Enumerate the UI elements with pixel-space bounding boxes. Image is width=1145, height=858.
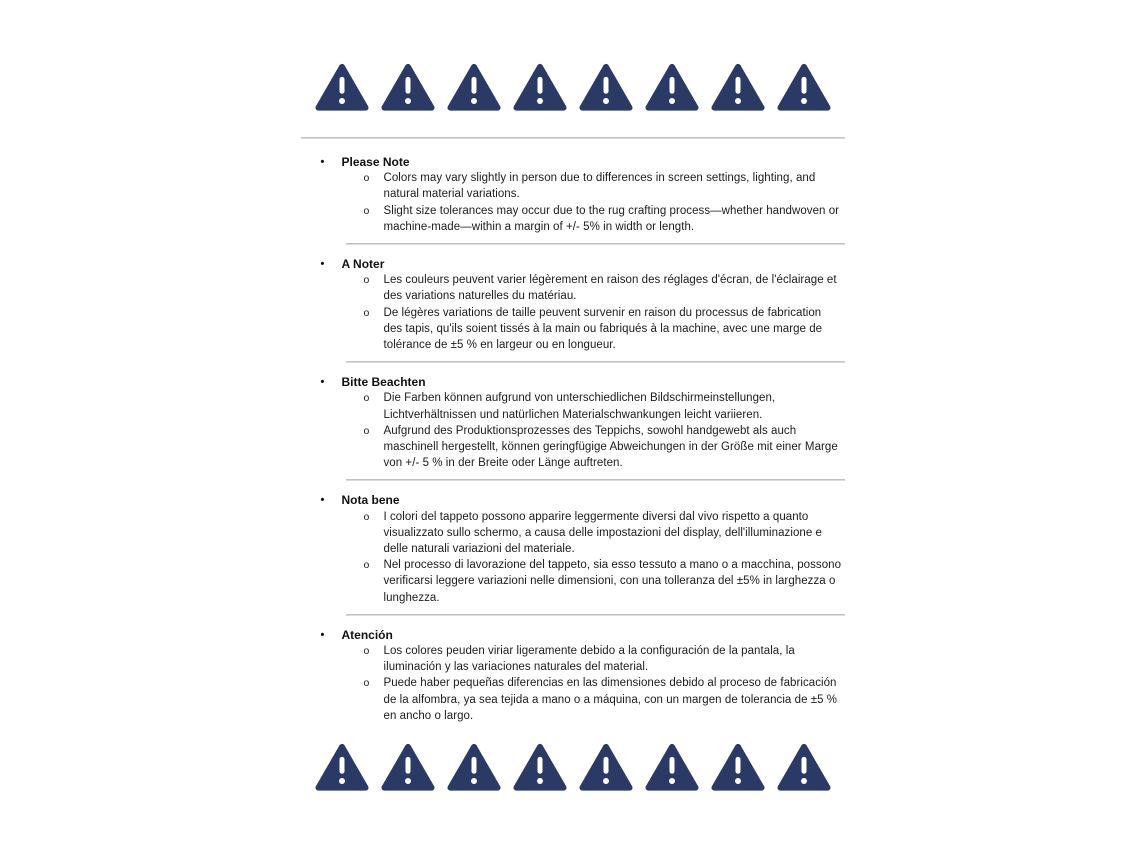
section-heading-row [301,627,845,643]
section-heading-row [301,374,845,390]
bullet-circle-marker: o [363,306,370,319]
warning-triangle-icon [447,62,501,112]
warning-triangle-icon [579,742,633,792]
list-item [301,509,845,558]
warning-triangle-icon [315,742,369,792]
section-heading-row [301,492,845,508]
list-item [301,643,845,675]
list-item [301,423,845,472]
list-item-text: Colors may vary slightly in person due to differences in screen settings, lighting, and natural material variations. [383,172,816,201]
section-a-noter [301,256,845,353]
list-item-text: Nel processo di lavorazione del tappeto, sia esso tessuto a mano o a macchina, possono verificarsi leggere variazioni nelle dimensioni, con una tolleranza del ±5% in larghezza o lunghezza. [383,559,842,604]
list-item [301,170,845,202]
warning-triangle-icon [777,742,831,792]
list-item-text: Aufgrund des Produktionsprozesses des Teppichs, sowohl handgewebt als auch maschinell hergestellt, können geringfügige Abweichungen in der Größe mit einer Marge von +/- 5 % in der Breite oder Länge auftreten. [383,424,838,470]
list-item [301,390,845,422]
warning-triangle-icon [711,742,765,792]
section-heading-row [301,154,845,170]
section-please-note [301,154,845,235]
section-nota-bene [301,492,845,605]
bullet-circle-marker: o [363,204,370,217]
list-item-text: Los colores peuden viriar ligeramente debido a la configuración de la pantala, la iluminación y las variaciones naturales del material. [383,645,795,674]
warning-triangle-icon [381,62,435,112]
list-item [301,675,845,724]
warning-triangle-icon [645,742,699,792]
list-item-text: I colori del tappeto possono apparire leggermente diversi dal vivo rispetto a quanto visualizzato sullo schermo, a causa delle impostazioni del display, dell'illuminazione e delle naturali variazioni del materiale. [383,510,822,556]
bullet-circle-marker: o [363,559,370,572]
list-item-text: Die Farben können aufgrund von unterschiedlichen Bildschirmeinstellungen, Lichtverhältnissen und natürlichen Materialschwankungen leicht variieren. [383,392,776,421]
document-content [301,0,845,792]
warning-row-top [301,62,845,112]
bullet-circle-marker: o [363,677,370,690]
warning-triangle-icon [777,62,831,112]
warning-triangle-icon [315,62,369,112]
section-divider [346,614,845,616]
section-divider [346,361,845,363]
section-heading: Please Note [341,155,410,169]
warning-triangle-icon [513,742,567,792]
section-bitte-beachten [301,374,845,471]
section-heading: Nota bene [341,493,400,508]
bullet-disc-marker: • [320,376,325,389]
warning-triangle-icon [579,62,633,112]
bullet-disc-marker: • [320,258,325,271]
bullet-disc-marker: • [320,494,325,507]
section-divider [346,479,845,481]
bullet-disc-marker: • [320,156,325,168]
section-heading-row [301,256,845,272]
top-divider [301,137,845,139]
bullet-circle-marker: o [363,424,370,437]
bullet-circle-marker: o [363,172,370,185]
warning-row-bottom [301,742,845,792]
section-heading: Bitte Beachten [341,375,426,390]
list-item-text: De légères variations de taille peuvent survenir en raison du processus de fabrication des tapis, qu'ils soient tissés à la main ou fabriqués à la machine, avec une marge de tolérance de ±5 % en largeur ou en longueur. [383,306,823,352]
warning-triangle-icon [513,62,567,112]
list-item [301,272,845,304]
warning-triangle-icon [711,62,765,112]
warning-triangle-icon [447,742,501,792]
section-heading: Atención [341,627,393,642]
bullet-disc-marker: • [320,628,325,641]
list-item [301,557,845,606]
list-item-text: Les couleurs peuvent varier légèrement en raison des réglages d'écran, de l'éclairage et des variations naturelles du matériau. [383,274,837,303]
list-item-text: Puede haber pequeñas diferencias en las dimensiones debido al proceso de fabricación de la alfombra, ya sea tejida a mano o a máquina, con un margen de tolerancia de ±5 % en ancho o largo. [383,677,838,722]
list-item [301,203,845,235]
list-item [301,305,845,354]
bullet-circle-marker: o [363,274,370,287]
section-atencion [301,627,845,724]
bullet-circle-marker: o [363,645,370,658]
warning-triangle-icon [645,62,699,112]
bullet-circle-marker: o [363,510,370,523]
section-heading: A Noter [341,257,385,272]
list-item-text: Slight size tolerances may occur due to the rug crafting process—whether handwoven or machine-made—within a margin of +/- 5% in width or length. [383,204,840,233]
warning-triangle-icon [381,742,435,792]
section-divider [346,243,845,245]
bullet-circle-marker: o [363,392,370,405]
